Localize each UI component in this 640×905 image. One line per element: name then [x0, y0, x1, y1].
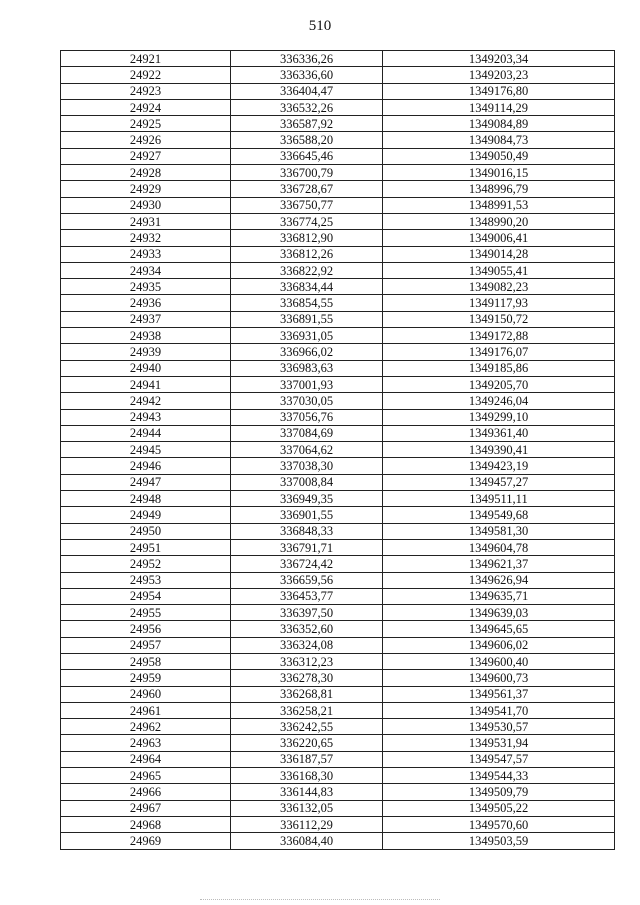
y-coordinate-cell: 1349544,33 [383, 768, 615, 784]
y-coordinate-cell: 1349082,23 [383, 279, 615, 295]
x-coordinate-cell: 336700,79 [231, 165, 383, 181]
x-coordinate-cell: 336812,26 [231, 246, 383, 262]
table-row [61, 213, 615, 229]
point-number-cell: 24941 [61, 376, 231, 392]
y-coordinate-cell: 1349457,27 [383, 474, 615, 490]
table-row [61, 491, 615, 507]
table-row [61, 474, 615, 490]
table-row [61, 311, 615, 327]
table-row [61, 295, 615, 311]
point-number-cell: 24946 [61, 458, 231, 474]
point-number-cell: 24968 [61, 816, 231, 832]
y-coordinate-cell: 1349570,60 [383, 816, 615, 832]
y-coordinate-cell: 1349600,40 [383, 653, 615, 669]
y-coordinate-cell: 1349150,72 [383, 311, 615, 327]
x-coordinate-cell: 336983,63 [231, 360, 383, 376]
y-coordinate-cell: 1349176,80 [383, 83, 615, 99]
table-row [61, 686, 615, 702]
point-number-cell: 24939 [61, 344, 231, 360]
y-coordinate-cell: 1349423,19 [383, 458, 615, 474]
point-number-cell: 24963 [61, 735, 231, 751]
x-coordinate-cell: 336791,71 [231, 539, 383, 555]
table-row [61, 165, 615, 181]
y-coordinate-cell: 1349635,71 [383, 588, 615, 604]
x-coordinate-cell: 336854,55 [231, 295, 383, 311]
table-row [61, 523, 615, 539]
y-coordinate-cell: 1349547,57 [383, 751, 615, 767]
point-number-cell: 24949 [61, 507, 231, 523]
table-row [61, 621, 615, 637]
x-coordinate-cell: 336324,08 [231, 637, 383, 653]
table-row [61, 376, 615, 392]
x-coordinate-cell: 336336,60 [231, 67, 383, 83]
y-coordinate-cell: 1349114,29 [383, 99, 615, 115]
point-number-cell: 24959 [61, 670, 231, 686]
x-coordinate-cell: 336404,47 [231, 83, 383, 99]
table-row [61, 507, 615, 523]
y-coordinate-cell: 1349604,78 [383, 539, 615, 555]
table-row [61, 784, 615, 800]
table-row [61, 83, 615, 99]
point-number-cell: 24930 [61, 197, 231, 213]
x-coordinate-cell: 337030,05 [231, 393, 383, 409]
y-coordinate-cell: 1348990,20 [383, 213, 615, 229]
y-coordinate-cell: 1349531,94 [383, 735, 615, 751]
y-coordinate-cell: 1349621,37 [383, 556, 615, 572]
point-number-cell: 24937 [61, 311, 231, 327]
y-coordinate-cell: 1349299,10 [383, 409, 615, 425]
table-row [61, 344, 615, 360]
point-number-cell: 24967 [61, 800, 231, 816]
table-row [61, 816, 615, 832]
x-coordinate-cell: 336132,05 [231, 800, 383, 816]
y-coordinate-cell: 1349549,68 [383, 507, 615, 523]
table-row [61, 262, 615, 278]
point-number-cell: 24940 [61, 360, 231, 376]
x-coordinate-cell: 336724,42 [231, 556, 383, 572]
table-row [61, 670, 615, 686]
x-coordinate-cell: 337056,76 [231, 409, 383, 425]
table-row [61, 409, 615, 425]
point-number-cell: 24935 [61, 279, 231, 295]
point-number-cell: 24931 [61, 213, 231, 229]
table-row [61, 588, 615, 604]
y-coordinate-cell: 1349600,73 [383, 670, 615, 686]
table-row [61, 800, 615, 816]
table-row [61, 637, 615, 653]
y-coordinate-cell: 1349606,02 [383, 637, 615, 653]
table-row [61, 393, 615, 409]
point-number-cell: 24951 [61, 539, 231, 555]
y-coordinate-cell: 1349006,41 [383, 230, 615, 246]
table-row [61, 653, 615, 669]
table-row [61, 702, 615, 718]
x-coordinate-cell: 336242,55 [231, 719, 383, 735]
y-coordinate-cell: 1349530,57 [383, 719, 615, 735]
point-number-cell: 24966 [61, 784, 231, 800]
point-number-cell: 24921 [61, 51, 231, 67]
point-number-cell: 24961 [61, 702, 231, 718]
x-coordinate-cell: 336144,83 [231, 784, 383, 800]
x-coordinate-cell: 337038,30 [231, 458, 383, 474]
y-coordinate-cell: 1349205,70 [383, 376, 615, 392]
table-row [61, 181, 615, 197]
point-number-cell: 24953 [61, 572, 231, 588]
y-coordinate-cell: 1349016,15 [383, 165, 615, 181]
table-row [61, 572, 615, 588]
point-number-cell: 24927 [61, 148, 231, 164]
table-row [61, 116, 615, 132]
x-coordinate-cell: 336891,55 [231, 311, 383, 327]
y-coordinate-cell: 1349084,89 [383, 116, 615, 132]
x-coordinate-cell: 336822,92 [231, 262, 383, 278]
table-row [61, 768, 615, 784]
point-number-cell: 24955 [61, 605, 231, 621]
x-coordinate-cell: 336532,26 [231, 99, 383, 115]
x-coordinate-cell: 336352,60 [231, 621, 383, 637]
point-number-cell: 24954 [61, 588, 231, 604]
table-row [61, 605, 615, 621]
point-number-cell: 24926 [61, 132, 231, 148]
x-coordinate-cell: 336278,30 [231, 670, 383, 686]
table-row [61, 833, 615, 849]
y-coordinate-cell: 1348996,79 [383, 181, 615, 197]
y-coordinate-cell: 1349511,11 [383, 491, 615, 507]
y-coordinate-cell: 1349014,28 [383, 246, 615, 262]
y-coordinate-cell: 1349084,73 [383, 132, 615, 148]
x-coordinate-cell: 336659,56 [231, 572, 383, 588]
point-number-cell: 24957 [61, 637, 231, 653]
y-coordinate-cell: 1349117,93 [383, 295, 615, 311]
point-number-cell: 24960 [61, 686, 231, 702]
y-coordinate-cell: 1349050,49 [383, 148, 615, 164]
x-coordinate-cell: 337001,93 [231, 376, 383, 392]
x-coordinate-cell: 336187,57 [231, 751, 383, 767]
y-coordinate-cell: 1349055,41 [383, 262, 615, 278]
point-number-cell: 24962 [61, 719, 231, 735]
point-number-cell: 24934 [61, 262, 231, 278]
y-coordinate-cell: 1349203,34 [383, 51, 615, 67]
x-coordinate-cell: 336966,02 [231, 344, 383, 360]
table-row [61, 425, 615, 441]
table-row [61, 556, 615, 572]
table-row [61, 328, 615, 344]
point-number-cell: 24924 [61, 99, 231, 115]
y-coordinate-cell: 1348991,53 [383, 197, 615, 213]
table-row [61, 230, 615, 246]
x-coordinate-cell: 336949,35 [231, 491, 383, 507]
point-number-cell: 24925 [61, 116, 231, 132]
table-row [61, 751, 615, 767]
point-number-cell: 24948 [61, 491, 231, 507]
x-coordinate-cell: 336112,29 [231, 816, 383, 832]
x-coordinate-cell: 337064,62 [231, 442, 383, 458]
table-row [61, 197, 615, 213]
table-row [61, 279, 615, 295]
point-number-cell: 24956 [61, 621, 231, 637]
y-coordinate-cell: 1349176,07 [383, 344, 615, 360]
table-row [61, 67, 615, 83]
point-number-cell: 24950 [61, 523, 231, 539]
point-number-cell: 24945 [61, 442, 231, 458]
x-coordinate-cell: 337084,69 [231, 425, 383, 441]
x-coordinate-cell: 336268,81 [231, 686, 383, 702]
x-coordinate-cell: 336220,65 [231, 735, 383, 751]
x-coordinate-cell: 336645,46 [231, 148, 383, 164]
coordinates-table-body [61, 51, 615, 850]
y-coordinate-cell: 1349581,30 [383, 523, 615, 539]
point-number-cell: 24923 [61, 83, 231, 99]
coordinates-table [60, 50, 615, 850]
y-coordinate-cell: 1349390,41 [383, 442, 615, 458]
table-row [61, 360, 615, 376]
y-coordinate-cell: 1349509,79 [383, 784, 615, 800]
table-row [61, 148, 615, 164]
point-number-cell: 24944 [61, 425, 231, 441]
point-number-cell: 24938 [61, 328, 231, 344]
table-row [61, 539, 615, 555]
x-coordinate-cell: 336168,30 [231, 768, 383, 784]
x-coordinate-cell: 336336,26 [231, 51, 383, 67]
y-coordinate-cell: 1349626,94 [383, 572, 615, 588]
x-coordinate-cell: 336774,25 [231, 213, 383, 229]
table-row [61, 132, 615, 148]
y-coordinate-cell: 1349246,04 [383, 393, 615, 409]
y-coordinate-cell: 1349639,03 [383, 605, 615, 621]
x-coordinate-cell: 336812,90 [231, 230, 383, 246]
x-coordinate-cell: 336848,33 [231, 523, 383, 539]
table-row [61, 719, 615, 735]
point-number-cell: 24928 [61, 165, 231, 181]
point-number-cell: 24942 [61, 393, 231, 409]
x-coordinate-cell: 336312,23 [231, 653, 383, 669]
x-coordinate-cell: 336834,44 [231, 279, 383, 295]
table-row [61, 458, 615, 474]
point-number-cell: 24964 [61, 751, 231, 767]
table-row [61, 99, 615, 115]
point-number-cell: 24932 [61, 230, 231, 246]
table-row [61, 246, 615, 262]
table-row [61, 735, 615, 751]
x-coordinate-cell: 337008,84 [231, 474, 383, 490]
point-number-cell: 24952 [61, 556, 231, 572]
y-coordinate-cell: 1349561,37 [383, 686, 615, 702]
y-coordinate-cell: 1349541,70 [383, 702, 615, 718]
point-number-cell: 24936 [61, 295, 231, 311]
table-row [61, 51, 615, 67]
y-coordinate-cell: 1349503,59 [383, 833, 615, 849]
point-number-cell: 24943 [61, 409, 231, 425]
point-number-cell: 24922 [61, 67, 231, 83]
x-coordinate-cell: 336084,40 [231, 833, 383, 849]
y-coordinate-cell: 1349172,88 [383, 328, 615, 344]
x-coordinate-cell: 336931,05 [231, 328, 383, 344]
x-coordinate-cell: 336397,50 [231, 605, 383, 621]
point-number-cell: 24958 [61, 653, 231, 669]
y-coordinate-cell: 1349361,40 [383, 425, 615, 441]
point-number-cell: 24929 [61, 181, 231, 197]
point-number-cell: 24969 [61, 833, 231, 849]
x-coordinate-cell: 336728,67 [231, 181, 383, 197]
y-coordinate-cell: 1349505,22 [383, 800, 615, 816]
table-row [61, 442, 615, 458]
point-number-cell: 24933 [61, 246, 231, 262]
y-coordinate-cell: 1349645,65 [383, 621, 615, 637]
point-number-cell: 24947 [61, 474, 231, 490]
x-coordinate-cell: 336258,21 [231, 702, 383, 718]
y-coordinate-cell: 1349185,86 [383, 360, 615, 376]
x-coordinate-cell: 336901,55 [231, 507, 383, 523]
point-number-cell: 24965 [61, 768, 231, 784]
x-coordinate-cell: 336453,77 [231, 588, 383, 604]
bottom-rule [200, 899, 440, 900]
page-number: 510 [308, 18, 332, 34]
x-coordinate-cell: 336588,20 [231, 132, 383, 148]
x-coordinate-cell: 336750,77 [231, 197, 383, 213]
x-coordinate-cell: 336587,92 [231, 116, 383, 132]
y-coordinate-cell: 1349203,23 [383, 67, 615, 83]
